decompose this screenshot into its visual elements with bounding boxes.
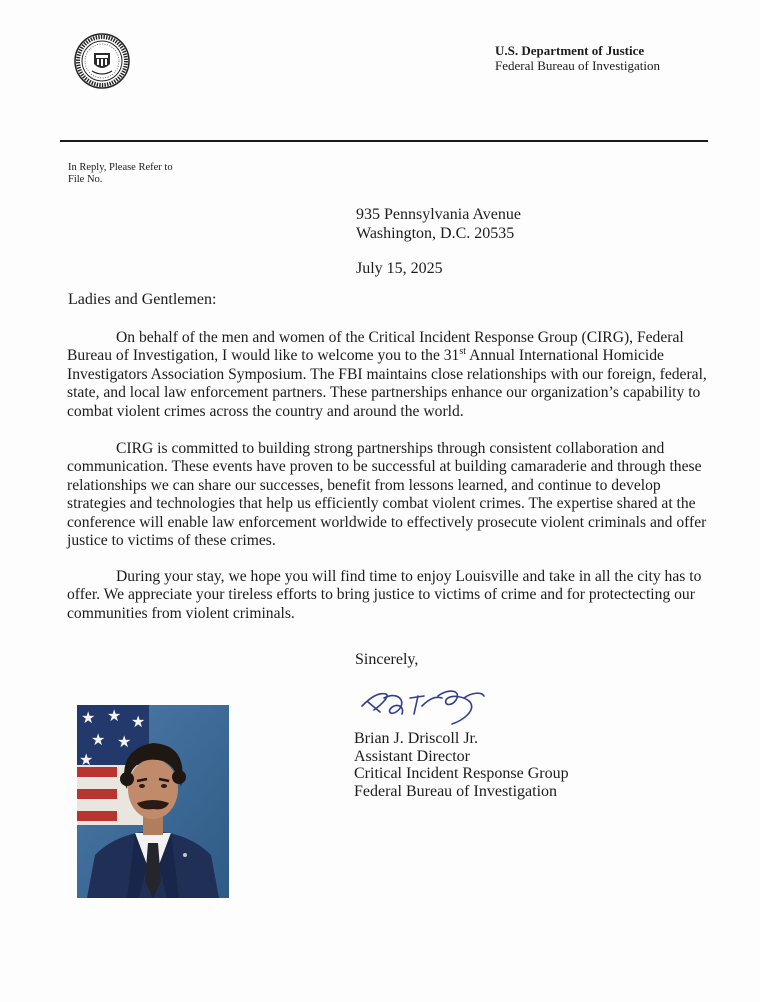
paragraph-partnerships: CIRG is committed to building strong partnerships through consistent collaboration and communication. These events have proven to be successful at building camaraderie and through these relationships we can share our successes, benefit from lessons learned, and continue to develop strategies and technologies that help us efficiently combat violent crimes. The expertise shared at the conference will enable law enforcement worldwide to effectively prosecute violent criminals and offer justice to victims of these crimes. [67, 440, 707, 550]
department-name: U.S. Department of Justice [495, 43, 645, 58]
reply-reference-line: In Reply, Please Refer to [68, 162, 173, 173]
portrait-photo [77, 705, 229, 898]
closing-salutation: Sincerely, [355, 651, 419, 668]
svg-text:★: ★ [79, 750, 94, 769]
svg-text:★: ★ [81, 708, 96, 727]
reply-reference [68, 162, 173, 186]
letterhead-agency [495, 43, 660, 73]
file-number-line: File No. [68, 174, 103, 185]
address-city: Washington, D.C. 20535 [356, 225, 515, 242]
signer-organization: Federal Bureau of Investigation [354, 782, 558, 800]
address-street: 935 Pennsylvania Avenue [356, 206, 522, 223]
bureau-name: Federal Bureau of Investigation [495, 58, 660, 73]
paragraph-welcome-rest: Annual International Homicide Investigators Association Symposium. The FBI maintains close relationships with our foreign, federal, state, and local law enforcement partners. These partnerships enhance our organization’s capability to combat violent crimes across the country and around the world. [67, 347, 707, 420]
svg-text:★: ★ [131, 712, 146, 731]
signer-title: Assistant Director [354, 747, 470, 765]
svg-text:★: ★ [117, 732, 132, 751]
paragraph-welcome-start: On behalf of the men and women of the Critical Incident Response Group (CIRG), Federal Bureau of Investigation, I would like to welcome you to the 31 [67, 329, 684, 365]
ordinal-suffix: st [459, 346, 467, 358]
salutation: Ladies and Gentlemen: [68, 291, 217, 308]
handwritten-signature [360, 684, 492, 730]
svg-text:★: ★ [107, 706, 122, 725]
fbi-seal-icon [74, 33, 130, 89]
letter-date: July 15, 2025 [356, 260, 443, 277]
paragraph-closing-remarks: During your stay, we hope you will find time to enjoy Louisville and take in all the city has to offer. We appreciate your tireless efforts to bring justice to victims of crime and for protectecting our communities from violent criminals. [67, 568, 702, 622]
sender-address [356, 205, 521, 243]
svg-text:★: ★ [91, 730, 106, 749]
paragraph-welcome [67, 329, 707, 421]
signature-block [354, 730, 569, 800]
letterhead-divider [60, 140, 708, 142]
signer-name: Brian J. Driscoll Jr. [354, 730, 478, 747]
signer-group: Critical Incident Response Group [354, 765, 569, 782]
